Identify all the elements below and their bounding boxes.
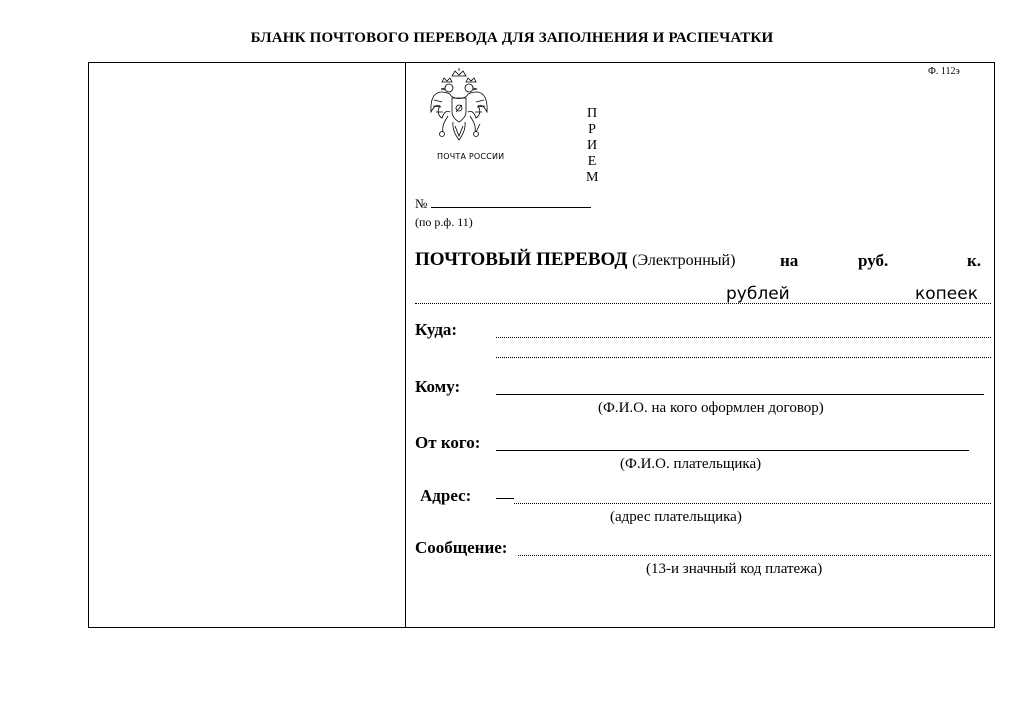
transfer-on-label: на [780, 251, 799, 270]
number-field [415, 196, 591, 212]
address-note: (адрес плательщика) [610, 509, 742, 525]
priem-vertical-label [586, 106, 598, 186]
recipient-note: (Ф.И.О. на кого оформлен договор) [598, 400, 824, 416]
transfer-title-text: ПОЧТОВЫЙ ПЕРЕВОД [415, 249, 628, 270]
priem-letter: П [586, 106, 598, 121]
priem-letter: И [586, 138, 598, 153]
coupon-divider [405, 62, 406, 628]
to-address-line-2[interactable] [496, 357, 991, 358]
sender-input-line[interactable] [496, 450, 969, 451]
post-name-label: ПОЧТА РОССИИ [437, 152, 505, 161]
transfer-title [415, 249, 735, 271]
recipient-input-line[interactable] [496, 394, 984, 395]
message-note: (13-и значный код платежа) [646, 561, 823, 577]
number-label: № [415, 196, 428, 211]
address-dash [496, 498, 514, 499]
amount-words-kop: копеек [915, 284, 978, 304]
address-label: Адрес: [420, 486, 472, 505]
message-input-line[interactable] [518, 555, 991, 556]
form-frame [88, 62, 995, 628]
priem-letter: М [586, 170, 599, 185]
coat-of-arms-icon [428, 66, 490, 148]
message-label: Сообщение: [415, 538, 508, 557]
kop-label: к. [967, 251, 982, 270]
form-code: Ф. 112э [928, 66, 960, 77]
recipient-label: Кому: [415, 377, 461, 396]
priem-letter: Р [588, 122, 596, 137]
rub-label: руб. [858, 251, 889, 270]
number-input-line[interactable] [431, 196, 591, 208]
to-address-line-1[interactable] [496, 337, 991, 338]
amount-words-line[interactable] [415, 303, 991, 304]
sender-note: (Ф.И.О. плательщика) [620, 456, 762, 472]
amount-words-rub: рублей [726, 284, 790, 304]
address-input-line[interactable] [514, 503, 991, 504]
page-title: БЛАНК ПОЧТОВОГО ПЕРЕВОДА ДЛЯ ЗАПОЛНЕНИЯ И РАСПЕЧАТКИ [250, 30, 774, 46]
priem-letter: Е [587, 154, 597, 169]
to-label: Куда: [415, 320, 458, 339]
sender-label: От кого: [415, 433, 481, 452]
number-note: (по р.ф. 11) [415, 215, 473, 229]
transfer-subtitle: (Электронный) [632, 252, 736, 269]
